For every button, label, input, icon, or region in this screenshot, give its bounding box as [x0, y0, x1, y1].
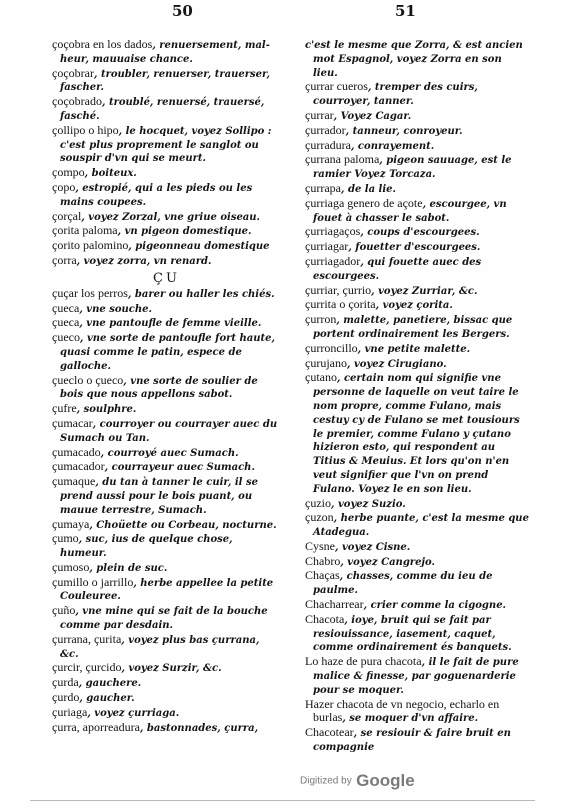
dictionary-entry [52, 518, 281, 533]
entry-headword: çurrar [305, 108, 334, 122]
dictionary-entry [52, 239, 281, 254]
entry-definition: , bastonnades, çurra, [139, 722, 259, 734]
entry-headword: çurriar, çurrio [305, 283, 372, 297]
entry-definition: , soulphre. [76, 404, 137, 416]
dictionary-entry [305, 726, 529, 755]
entry-definition: , voyez Suzio. [331, 498, 406, 510]
entry-headword: çuzio [305, 496, 331, 510]
dictionary-entry [52, 417, 281, 446]
entry-definition: , voyez çorita. [375, 300, 453, 312]
dictionary-entry [305, 371, 529, 496]
dictionary-entry [305, 109, 529, 124]
entry-definition: , pigeonneau domestique [128, 241, 270, 253]
entry-definition: , vne pantoufle de femme vieille. [79, 318, 262, 330]
entry-definition: , voyez çurriaga. [87, 707, 180, 719]
entry-headword: çurrar cueros [305, 80, 368, 94]
entry-definition: , fouetter d'escourgees. [348, 242, 481, 254]
entry-definition: , malette, panetiere, bissac que portent ordinairement les Bergers. [313, 315, 513, 340]
entry-headword: çurda [52, 676, 79, 690]
dictionary-entry [52, 38, 281, 67]
dictionary-entry [52, 446, 281, 461]
dictionary-entry [52, 604, 281, 633]
entry-definition: , se moquer d'vn affaire. [342, 713, 479, 725]
dictionary-entry [52, 95, 281, 124]
entry-definition: , du tan à tanner le cuir, il se prend aussi pour le bois puant, ou mauue terrestre, Sumach. [60, 477, 258, 516]
google-watermark [300, 771, 415, 791]
watermark-prefix: Digitized by [300, 775, 352, 787]
dictionary-entry [52, 67, 281, 96]
dictionary-entry [52, 706, 281, 721]
entry-headword: çurron [305, 313, 337, 327]
entry-headword: çurdo [52, 691, 80, 705]
entry-headword: çumoso [52, 560, 90, 574]
entry-headword: çurrador [305, 123, 346, 137]
entry-definition: , certain nom qui signifie vne personne de laquelle on veut taire le nom propre, comme Fulano, mais cestuy cy de Fulano se met tousiours le premier, comme Fulano y çutano hizieron esto, qui respondent au Titius & Meuius. Et lors qu'on n'en veut signifier que l'vn on prend Fulano. Voyez le en son lieu. [313, 373, 520, 495]
entry-headword: Chacharrear [305, 598, 364, 612]
entry-headword: çuçar los perros [52, 286, 128, 300]
entry-definition: , vne souche. [79, 303, 152, 315]
entry-definition: , courroyé auec Sumach. [100, 447, 239, 459]
entry-definition: , ioye, bruit qui se fait par resiouissance, iasement, caquet, comme ordinairement és banquets. [313, 614, 512, 654]
entry-definition: , boiteux. [84, 168, 137, 180]
page-bottom-edge [30, 800, 535, 801]
dictionary-entry [52, 402, 281, 417]
entry-headword: çorçal [52, 209, 82, 223]
entry-definition: , renuersement, mal-heur, mauuaise chance. [60, 40, 270, 65]
section-heading: ÇU [153, 270, 180, 286]
entry-headword: çurriagador [305, 254, 361, 268]
entry-headword: çueclo o çueco [52, 373, 124, 387]
entry-definition: c'est le mesme que Zorra, & est ancien mot Espagnol, voyez Zorra en son lieu. [305, 40, 523, 79]
entry-headword: çoçobrar [52, 66, 94, 80]
dictionary-entry [305, 613, 529, 655]
entry-headword: çurrana, çurita [52, 632, 122, 646]
entry-headword: çumo [52, 532, 79, 546]
entry-definition: , voyez Cisne. [335, 541, 411, 553]
entry-headword: Cysne [305, 539, 335, 553]
entry-definition: , plein de suc. [89, 562, 168, 574]
entry-definition: , gauchere. [78, 678, 142, 690]
dictionary-entry [305, 225, 529, 240]
entry-definition: , voyez Surzir, &c. [121, 663, 222, 675]
dictionary-entry [305, 655, 529, 697]
entry-definition: , vn pigeon domestique. [117, 226, 252, 238]
entry-headword: çurujano [305, 356, 347, 370]
entry-definition: , herbe puante, c'est la mesme que Atadegua. [313, 513, 529, 539]
entry-definition: , voyez Zorzal, vne griue oiseau. [81, 211, 261, 223]
dictionary-entry [52, 460, 281, 475]
entry-headword: çuriaga [52, 705, 88, 719]
entry-headword: çumacado [52, 445, 101, 459]
dictionary-entry [52, 316, 281, 331]
dictionary-entry [52, 691, 281, 706]
entry-definition: , de la lie. [340, 183, 396, 195]
entry-headword: çurriagar [305, 240, 349, 254]
entry-headword: çurrapa [305, 181, 341, 195]
dictionary-entry [52, 676, 281, 691]
entry-headword: çoçobrado [52, 95, 102, 109]
entry-definition: , estropié, qui a les pieds ou les mains coupees. [60, 182, 253, 208]
dictionary-entry [305, 357, 529, 372]
entry-headword: Chabro [305, 554, 341, 568]
dictionary-entry [52, 166, 281, 181]
entry-headword: çumillo o jarrillo [52, 575, 134, 589]
page-number-left: 50 [172, 2, 193, 20]
dictionary-entry [52, 633, 281, 662]
entry-headword: çuzon [305, 511, 334, 525]
dictionary-entry [52, 331, 281, 373]
entry-headword: çorra [52, 253, 77, 267]
entry-definition: , tremper des cuirs, courroyer, tanner. [313, 82, 478, 108]
dictionary-entry [52, 475, 281, 517]
page-number-right: 51 [395, 2, 416, 20]
entry-definition: , il le fait de pure malice & finesse, par goguenarderie pour se moquer. [313, 657, 519, 696]
entry-headword: çollipo o hipo [52, 123, 119, 137]
dictionary-entry [305, 153, 529, 182]
dictionary-entry [52, 576, 281, 605]
entry-definition: , vne sorte de soulier de bois que nous appellons sabot. [60, 375, 258, 401]
entry-definition: , le hocquet, voyez Sollipo : c'est plus proprement le sanglot ou souspir d'vn qui se meurt. [60, 125, 272, 165]
entry-definition: , vne petite malette. [357, 343, 471, 355]
entry-definition: , herbe appellee la petite Couleuree. [60, 577, 274, 603]
entry-headword: Chacotear [305, 726, 354, 740]
dictionary-entry [305, 284, 529, 299]
entry-headword: çueco [52, 331, 80, 345]
dictionary-entry [305, 342, 529, 357]
entry-headword: çumacador [52, 460, 105, 474]
dictionary-entry [52, 210, 281, 225]
entry-headword: çurrana paloma [305, 153, 380, 167]
entry-definition: , escourgee, vn fouet à chasser le sabot. [313, 198, 507, 224]
dictionary-entry [52, 532, 281, 561]
dictionary-entry [305, 313, 529, 342]
dictionary-entry [305, 255, 529, 284]
entry-definition: , gaucher. [79, 693, 135, 705]
entry-headword: çurcir, çurcido [52, 661, 122, 675]
google-logo: Google [356, 771, 415, 790]
entry-headword: çufre [52, 402, 77, 416]
entry-headword: çompo [52, 166, 85, 180]
dictionary-entry [52, 254, 281, 269]
dictionary-entry [305, 139, 529, 154]
dictionary-entry [52, 721, 281, 736]
dictionary-entry [52, 374, 281, 403]
entry-headword: Hazer chacota de vn negocio, echarlo en burlas [305, 697, 500, 725]
entry-headword: çumacar [52, 416, 93, 430]
entry-headword: çoçobra en los dados [52, 38, 153, 51]
entry-headword: çurrita o çorita [305, 298, 376, 312]
entry-definition: , voyez Cangrejo. [340, 556, 436, 568]
entry-headword: çueca [52, 301, 80, 315]
dictionary-entry [52, 661, 281, 676]
entry-definition: , pigeon sauuage, est le ramier Voyez Torcaza. [313, 155, 512, 181]
entry-headword: çutano [305, 371, 337, 385]
dictionary-entry [52, 181, 281, 210]
entry-definition: , Voyez Cagar. [333, 110, 412, 122]
dictionary-entry [305, 569, 529, 598]
entry-headword: çurradura [305, 138, 351, 152]
dictionary-entry [305, 555, 529, 570]
dictionary-entry [52, 124, 281, 166]
dictionary-entry [52, 302, 281, 317]
dictionary-entry [305, 497, 529, 512]
entry-definition: , suc, ius de quelque chose, humeur. [60, 534, 233, 560]
entry-headword: çumaque [52, 475, 96, 489]
entry-headword: çorito palomino [52, 239, 129, 253]
entry-definition: , voyez plus bas çurrana, &c. [60, 634, 260, 660]
entry-definition: , courrayeur auec Sumach. [104, 462, 255, 474]
entry-definition: , troublé, renuersé, trauersé, fasché. [60, 97, 265, 122]
entry-headword: çorita paloma [52, 224, 118, 238]
entry-definition: , qui fouette auec des escourgees. [313, 256, 482, 282]
dictionary-entry [305, 511, 529, 540]
dictionary-entry [305, 182, 529, 197]
left-column [52, 38, 281, 735]
entry-definition: , tanneur, conroyeur. [345, 125, 463, 137]
dictionary-entry [305, 240, 529, 255]
entry-headword: çuño [52, 604, 76, 618]
entry-definition: , chasses, comme du ieu de paulme. [313, 571, 493, 597]
entry-headword: çueca [52, 316, 80, 330]
entry-headword: çurroncillo [305, 341, 358, 355]
entry-headword: çurriagaços [305, 225, 361, 239]
entry-definition: , courroyer ou courrayer auec du Sumach ou Tan. [60, 418, 278, 444]
right-column [305, 38, 529, 755]
entry-definition: , vne sorte de pantoufle fort haute, quasi comme le patin, espece de galloche. [60, 333, 275, 372]
entry-definition: , crier comme la cigogne. [363, 600, 507, 612]
entry-definition: , voyez Zurriar, &c. [371, 285, 478, 297]
entry-definition: , troubler, renuerser, trauerser, fascher. [60, 68, 271, 94]
dictionary-entry [305, 124, 529, 139]
dictionary-entry [305, 540, 529, 555]
dictionary-entry [305, 698, 529, 727]
entry-definition: , conrayement. [350, 140, 435, 152]
entry-headword: çopo [52, 180, 76, 194]
entry-definition: , coups d'escourgees. [360, 227, 480, 239]
entry-headword: çurriaga genero de açote [305, 196, 423, 210]
dictionary-entry [52, 287, 281, 302]
dictionary-entry [305, 38, 529, 80]
entry-definition: , vne mine qui se fait de la bouche comme par desdain. [60, 606, 268, 632]
entry-definition: , se resiouir & faire bruit en compagnie [313, 728, 511, 754]
dictionary-entry [52, 561, 281, 576]
entry-headword: Chacota [305, 612, 345, 626]
dictionary-entry [305, 298, 529, 313]
entry-headword: çumaya [52, 517, 90, 531]
entry-definition: , barer ou haller les chiés. [127, 288, 275, 300]
entry-definition: , voyez zorra, vn renard. [76, 255, 212, 267]
dictionary-entry [52, 224, 281, 239]
dictionary-entry [305, 197, 529, 226]
dictionary-entry [305, 598, 529, 613]
dictionary-entry [305, 80, 529, 109]
entry-headword: Chaças [305, 569, 340, 583]
entry-definition: , voyez Cirugiano. [346, 358, 447, 370]
entry-headword: Lo haze de pura chacota [305, 655, 422, 669]
entry-headword: çurra, aporreadura [52, 720, 140, 734]
entry-definition: , Choüette ou Corbeau, nocturne. [89, 519, 277, 531]
